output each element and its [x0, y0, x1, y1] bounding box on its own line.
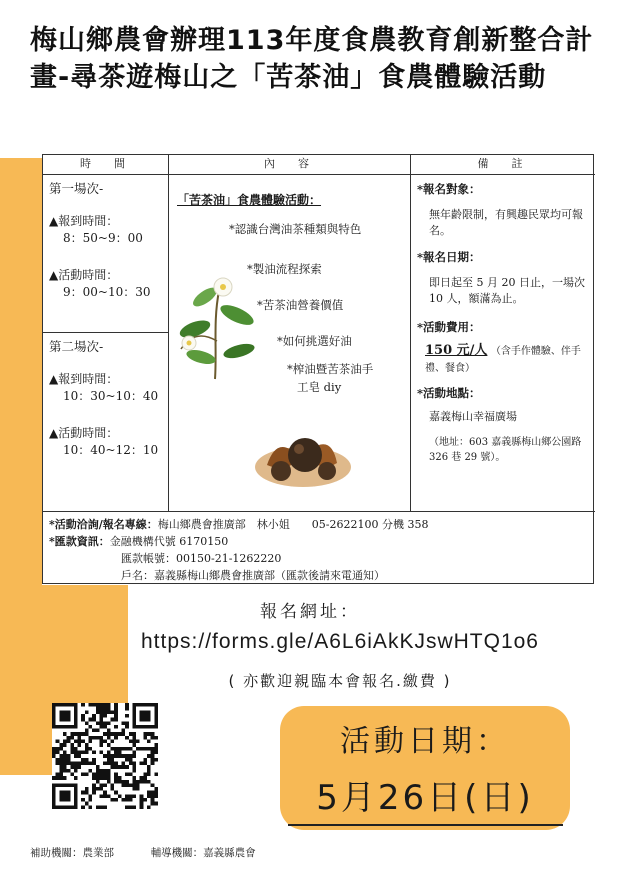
notes-cell: [411, 175, 595, 511]
session-1-cell: [43, 175, 169, 333]
note-location-heading: *活動地點：: [417, 386, 481, 400]
contact-phone-label: *活動洽詢/報名專線：: [49, 518, 158, 531]
event-date-label: 活動日期：: [340, 724, 510, 759]
session-1-checkin-label: ▲報到時間：: [49, 214, 119, 228]
note-target-heading: *報名對象：: [417, 182, 481, 196]
header-time: 時 間: [43, 155, 169, 175]
session-1-activity-label: ▲活動時間：: [49, 268, 119, 282]
session-2-label: 第二場次-: [49, 339, 104, 354]
content-item-2: *製油流程探索: [247, 262, 322, 276]
header-notes: 備 註: [411, 155, 595, 175]
content-heading: 「苦茶油」食農體驗活動：: [177, 193, 322, 207]
tea-plant-image: [175, 271, 259, 381]
session-1-label: 第一場次-: [49, 181, 104, 196]
content-item-4: *如何挑選好油: [277, 334, 352, 348]
activity-table: [42, 154, 594, 584]
session-2-checkin-label: ▲報到時間：: [49, 372, 119, 386]
footer-advisor: 輔導機關：嘉義縣農會: [150, 847, 256, 859]
remit-account: 匯款帳號：00150-21-1262220: [121, 552, 282, 565]
note-location-address: （地址：603 嘉義縣梅山鄉公園路 326 巷 29 號）。: [429, 437, 582, 463]
session-2-checkin-time: 10：30~10：40: [63, 389, 159, 403]
content-item-1: *認識台灣油茶種類與特色: [229, 222, 362, 236]
orange-side-bar: [0, 158, 42, 588]
note-fee-detail: （含手作體驗、伴手禮、餐食）: [425, 346, 581, 374]
event-date-box: [280, 706, 570, 830]
registration-label: 報名網址：: [260, 602, 360, 622]
header-content: 內 容: [169, 155, 411, 175]
note-location-name: 嘉義梅山幸福廣場: [429, 410, 517, 423]
remit-account-name: 戶名：嘉義縣梅山鄉農會推廣部（匯款後請來電通知）: [121, 569, 385, 582]
note-target-text: 無年齡限制，有興趣民眾均可報名。: [429, 208, 583, 237]
event-date-underline: [288, 824, 563, 826]
event-date-value: 5月26日(日): [316, 778, 534, 818]
remit-bank-code: 金融機構代號 6170150: [109, 535, 229, 548]
session-1-checkin-time: 8：50~9：00: [63, 231, 143, 245]
note-date-text: 即日起至 5 月 20 日止，一場次 10 人，額滿為止。: [429, 276, 585, 305]
footer-sponsor: 補助機關：農業部: [30, 847, 114, 859]
session-1-activity-time: 9：00~10：30: [63, 285, 151, 299]
content-item-3: *苦茶油營養價值: [257, 298, 344, 312]
poster-title: 梅山鄉農會辦理113年度食農教育創新整合計畫-尋茶遊梅山之「苦茶油」食農體驗活動: [30, 25, 594, 93]
remit-info-label: *匯款資訊：: [49, 535, 110, 548]
contact-info: [43, 511, 595, 585]
session-2-activity-time: 10：40~12：10: [63, 443, 159, 457]
content-cell: [169, 175, 411, 511]
session-2-cell: [43, 333, 169, 511]
registration-qr-code[interactable]: [52, 703, 158, 809]
note-date-heading: *報名日期：: [417, 250, 481, 264]
registration-url[interactable]: https://forms.gle/A6L6iAkKJswHTQ1o6: [141, 630, 539, 653]
content-item-5: *榨油暨苦茶油手: [287, 362, 374, 376]
content-item-6: 工皂 diy: [297, 380, 342, 394]
tea-seed-image: [247, 415, 357, 495]
session-2-activity-label: ▲活動時間：: [49, 426, 119, 440]
contact-phone-text: 梅山鄉農會推廣部 林小姐 05-2622100 分機 358: [157, 518, 429, 531]
footer: [30, 845, 256, 860]
registration-note: ( 亦歡迎親臨本會報名.繳費 ): [228, 672, 452, 690]
note-fee-amount: 150 元/人: [425, 343, 488, 358]
note-fee-heading: *活動費用：: [417, 320, 481, 334]
